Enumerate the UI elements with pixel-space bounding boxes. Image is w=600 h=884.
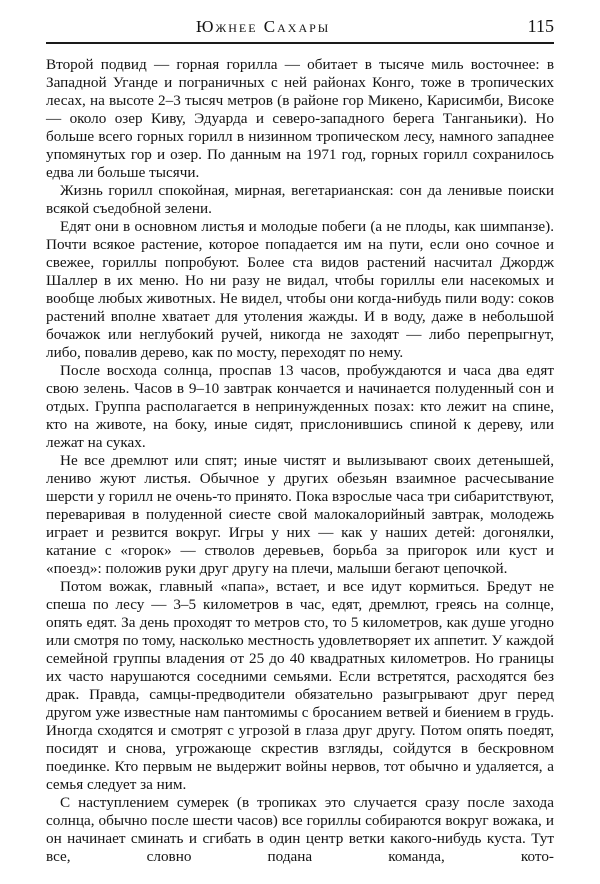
- paragraph: С наступлением сумерек (в тропиках это случается сразу после захода солнца, обычно после шести часов) все гориллы собираются вокруг вожака, и он начинает сминать и сгибать в один центр ветки какого-нибудь куста. Тут все, словно подана команда, кото-: [46, 794, 554, 865]
- paragraph: После восхода солнца, проспав 13 часов, пробуждаются и часа два едят свою зелень. Часов в 9–10 завтрак кончается и начинается полуденный сон и отдых. Группа располагается в непринужденных позах: кто лежит на спине, кто на животе, на боку, иные сидят, прислонившись спиной к дереву, или лежат на суках.: [46, 362, 554, 451]
- body-text: [46, 56, 554, 866]
- paragraph: Едят они в основном листья и молодые побеги (а не плоды, как шимпанзе). Почти всякое растение, которое попадается им на пути, если оно сочное и свежее, гориллы попробуют. Более ста видов растений насчитал Джордж Шаллер в их меню. Но ни разу не видал, чтобы гориллы ели насекомых и вообще любых животных. Не видел, чтобы они когда-нибудь пили воду: соков растений вполне хватает для утоления жажды. И в воду, даже в небольшой бочажок или неглубокий ручей, никогда не заходят — либо перепрыгнут, либо, повалив дерево, как по мосту, переходят по нему.: [46, 218, 554, 361]
- paragraph: Потом вожак, главный «папа», встает, и все идут кормиться. Бредут не спеша по лесу — 3–5 километров в час, едят, дремлют, греясь на солнце, опять едят. За день проходят то метров сто, то 5 километров, как душе угодно или смотря по тому, насколько местность удовлетворяет их аппетит. У каждой семейной группы владения от 25 до 40 квадратных километров. Но границы их часто нарушаются соседними семьями. Если встретятся, расходятся без драк. Правда, самцы-предводители обязательно разыгрывают друг перед другом уже известные нам пантомимы с бросанием ветвей и биением в грудь. Иногда сходятся и смотрят с угрозой в глаза друг другу. Потом опять поедят, посидят и снова, угрожающе скрестив взгляды, сойдутся в бескровном поединке. Кто первым не выдержит войны нервов, тот обычно и удаляется, а семья следует за ним.: [46, 578, 554, 793]
- paragraph: Жизнь горилл спокойная, мирная, вегетарианская: сон да ленивые поиски всякой съедобной зелени.: [46, 182, 554, 217]
- running-header: [46, 14, 554, 44]
- book-page: [46, 14, 554, 866]
- page-number: 115: [527, 16, 554, 36]
- paragraph: Второй подвид — горная горилла — обитает в тысяче миль восточнее: в Западной Уганде и пограничных с ней районах Конго, тоже в тропических лесах, на высоте 2–3 тысяч метров (в районе гор Микено, Карисимби, Високе — около озер Киву, Эдуарда и северо-западного берега Танганьики). Но больше всего горных горилл в низинном тропическом лесу, намного западнее упомянутых гор и озер. По данным на 1971 год, горных горилл сохранилось едва ли больше тысячи.: [46, 56, 554, 181]
- running-title: Южнее Сахары: [196, 17, 331, 36]
- paragraph: Не все дремлют или спят; иные чистят и вылизывают своих детенышей, лениво жуют листья. Обычное у других обезьян взаимное расчесывание шерсти у горилл не очень-то принято. Пока взрослые часа три сибаритствуют, переваривая в полуденной сиесте свой малокалорийный завтрак, молодежь играет и резвится вокруг. Игры у них — как у наших детей: догонялки, катание с «горок» — стволов деревьев, борьба за пригорок или куст и «поезд»: положив руки друг другу на плечи, малыши бегают цепочкой.: [46, 452, 554, 577]
